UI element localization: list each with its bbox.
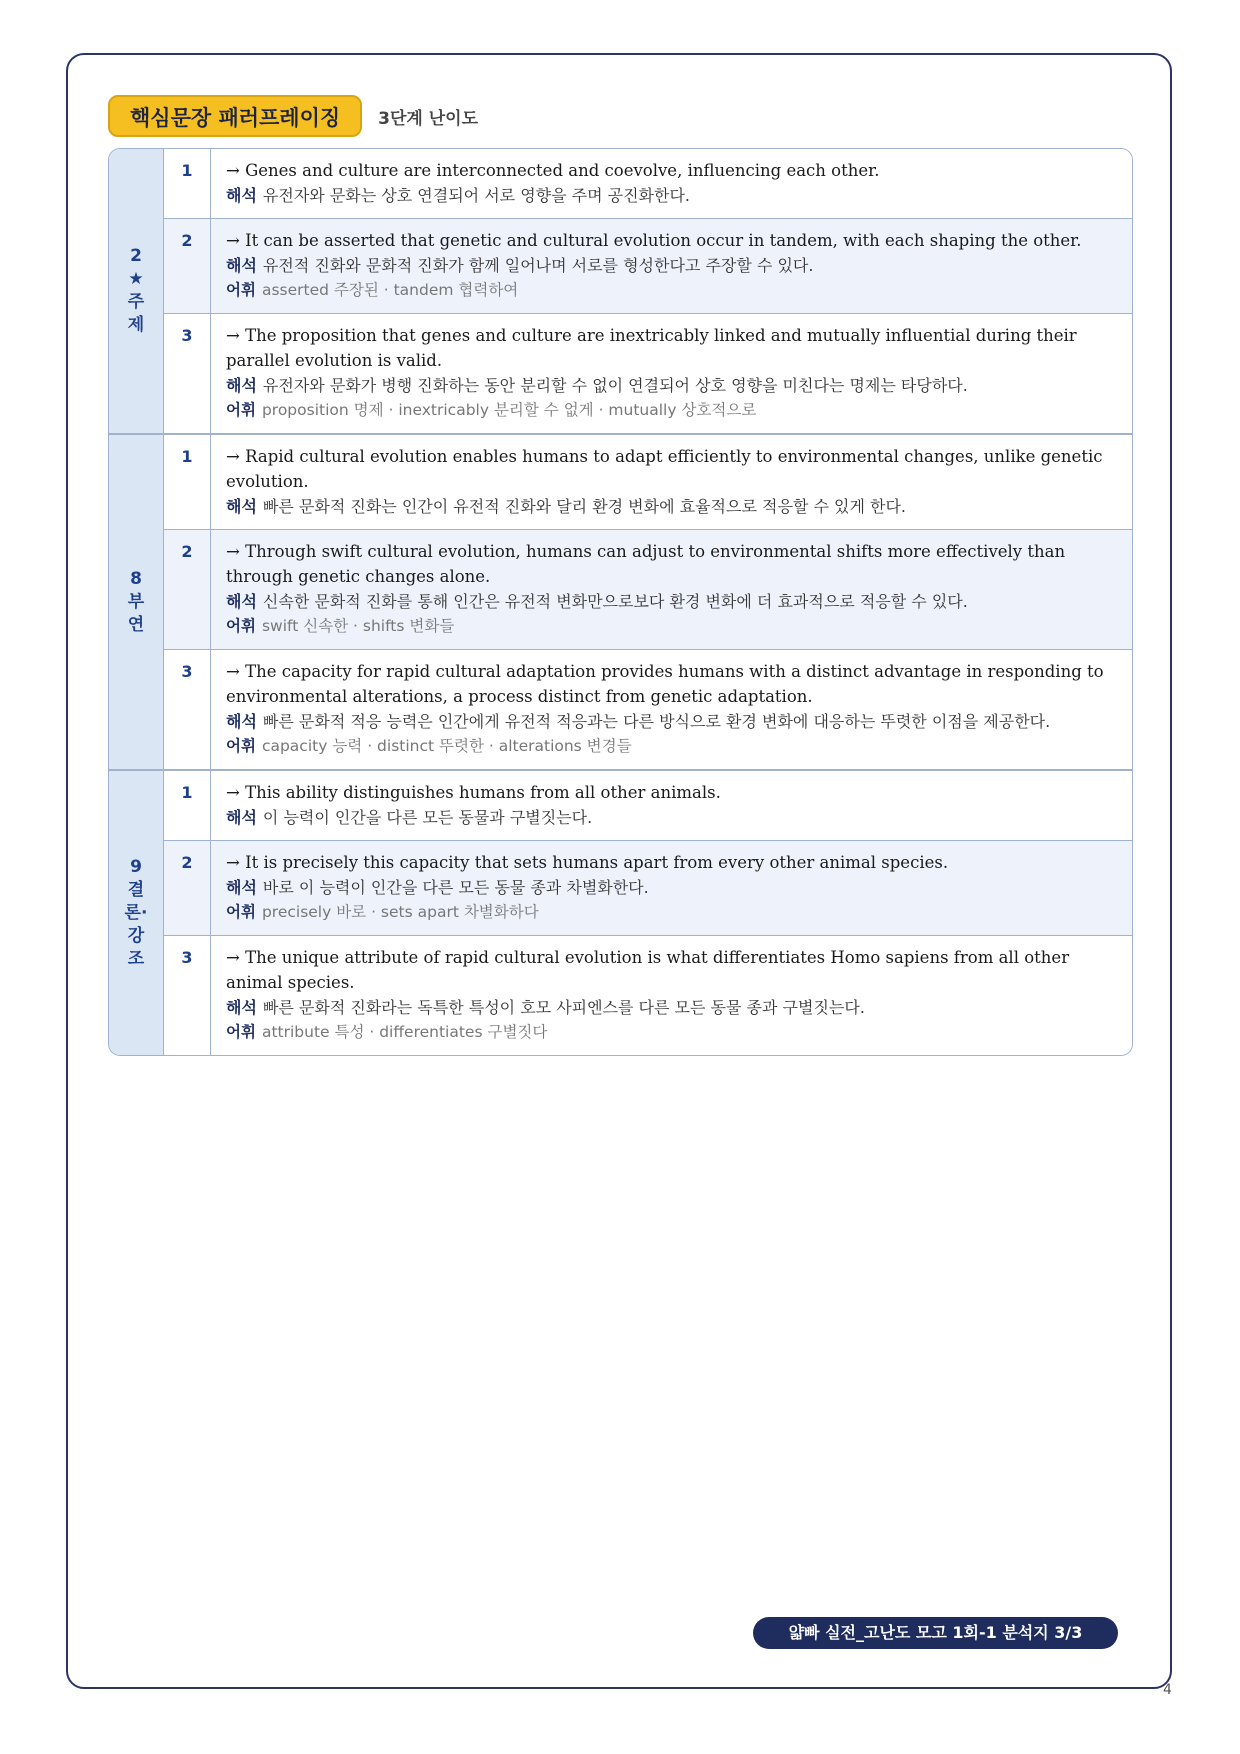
vocab-text: asserted 주장된 · tandem 협력하여 <box>261 281 519 299</box>
english-sentence: → The capacity for rapid cultural adaptation provides humans with a distinct advantage in responding to environmental alterations, a process distinct from genetic adaptation. <box>226 662 1104 706</box>
vocab-tag: 어휘 <box>226 903 256 921</box>
paraphrase-content <box>211 650 1132 771</box>
table-row <box>109 219 1132 314</box>
difficulty-label: 3단계 난이도 <box>378 108 479 129</box>
english-sentence: → It can be asserted that genetic and cultural evolution occur in tandem, with each shaping the other. <box>226 231 1082 250</box>
table-row <box>109 530 1132 650</box>
translation-line <box>226 875 1116 900</box>
translation-text: 유전자와 문화는 상호 연결되어 서로 영향을 주며 공진화한다. <box>262 186 691 205</box>
level-number: 3 <box>164 936 211 1055</box>
section-header <box>108 95 478 137</box>
vocab-tag: 어휘 <box>226 617 256 635</box>
paraphrase-content <box>211 149 1132 219</box>
paragraph-label-line: ★ <box>128 269 144 289</box>
level-number: 1 <box>164 771 211 841</box>
vocab-line <box>226 1020 1116 1045</box>
vocab-text: capacity 능력 · distinct 뚜렷한 · alterations 변경들 <box>261 737 632 755</box>
paragraph-label-line: 9 <box>130 856 142 877</box>
translation-tag: 해석 <box>226 878 257 897</box>
table-row <box>109 771 1132 841</box>
translation-tag: 해석 <box>226 592 257 611</box>
paragraph-label-line: 부 <box>127 591 145 612</box>
table-row <box>109 841 1132 936</box>
translation-line <box>226 805 1116 830</box>
english-sentence: → Through swift cultural evolution, humans can adjust to environmental shifts more effectively than through genetic changes alone. <box>226 542 1066 586</box>
footer-badge: 얇빠 실전_고난도 모고 1회-1 분석지 3/3 <box>753 1617 1118 1649</box>
table-row <box>109 936 1132 1055</box>
vocab-line <box>226 278 1116 303</box>
vocab-tag: 어휘 <box>226 401 256 419</box>
vocab-text: swift 신속한 · shifts 변화들 <box>261 617 455 635</box>
paragraph-label-line: 연 <box>127 614 145 635</box>
translation-line <box>226 253 1116 278</box>
vocab-tag: 어휘 <box>226 737 256 755</box>
translation-text: 신속한 문화적 진화를 통해 인간은 유전적 변화만으로보다 환경 변화에 더 효과적으로 적응할 수 있다. <box>262 592 968 611</box>
level-number: 3 <box>164 314 211 435</box>
vocab-text: proposition 명제 · inextricably 분리할 수 없게 · mutually 상호적으로 <box>261 401 757 419</box>
vocab-text: precisely 바로 · sets apart 차별화하다 <box>261 903 539 921</box>
paragraph-label-line: 조 <box>127 948 145 969</box>
level-number: 3 <box>164 650 211 771</box>
paraphrase-content <box>211 530 1132 650</box>
paragraph-label-line: 결 <box>127 879 145 900</box>
translation-text: 바로 이 능력이 인간을 다른 모든 동물 종과 차별화한다. <box>262 878 649 897</box>
vocab-line <box>226 734 1116 759</box>
translation-tag: 해석 <box>226 712 257 731</box>
level-number: 2 <box>164 841 211 936</box>
translation-text: 빠른 문화적 진화라는 독특한 특성이 호모 사피엔스를 다른 모든 동물 종과 구별짓는다. <box>262 998 865 1017</box>
translation-line <box>226 589 1116 614</box>
translation-tag: 해석 <box>226 256 257 275</box>
table-row <box>109 149 1132 219</box>
paraphrase-content <box>211 219 1132 314</box>
page-number: 4 <box>1163 1682 1172 1698</box>
paraphrase-content <box>211 314 1132 435</box>
english-sentence: → The proposition that genes and culture are inextricably linked and mutually influential during their parallel evolution is valid. <box>226 326 1077 370</box>
paragraph-label-line: 론· <box>124 902 148 923</box>
translation-line <box>226 373 1116 398</box>
paragraph-label-line: 2 <box>130 246 142 266</box>
english-sentence: → Rapid cultural evolution enables humans to adapt efficiently to environmental changes, unlike genetic evolution. <box>226 447 1103 491</box>
level-number: 2 <box>164 530 211 650</box>
english-sentence: → It is precisely this capacity that sets humans apart from every other animal species. <box>226 853 949 872</box>
paraphrase-content <box>211 435 1132 530</box>
vocab-line <box>226 614 1116 639</box>
translation-tag: 해석 <box>226 998 257 1017</box>
translation-text: 유전적 진화와 문화적 진화가 함께 일어나며 서로를 형성한다고 주장할 수 있다. <box>262 256 814 275</box>
english-sentence: → The unique attribute of rapid cultural evolution is what differentiates Homo sapiens from all other animal species. <box>226 948 1070 992</box>
translation-line <box>226 183 1116 208</box>
paraphrase-content <box>211 936 1132 1055</box>
translation-tag: 해석 <box>226 497 257 516</box>
translation-tag: 해석 <box>226 808 257 827</box>
vocab-line <box>226 900 1116 925</box>
paraphrase-content <box>211 841 1132 936</box>
translation-tag: 해석 <box>226 186 257 205</box>
vocab-line <box>226 398 1116 423</box>
title-badge: 핵심문장 패러프레이징 <box>108 95 362 137</box>
english-sentence: → Genes and culture are interconnected and coevolve, influencing each other. <box>226 161 880 180</box>
translation-text: 이 능력이 인간을 다른 모든 동물과 구별짓는다. <box>262 808 593 827</box>
paragraph-label-line: 제 <box>127 315 145 335</box>
translation-line <box>226 494 1116 519</box>
level-number: 1 <box>164 435 211 530</box>
english-sentence: → This ability distinguishes humans from all other animals. <box>226 783 721 802</box>
paragraph-label <box>109 435 164 771</box>
translation-line <box>226 995 1116 1020</box>
level-number: 1 <box>164 149 211 219</box>
translation-line <box>226 709 1116 734</box>
translation-text: 빠른 문화적 적응 능력은 인간에게 유전적 적응과는 다른 방식으로 환경 변화에 대응하는 뚜렷한 이점을 제공한다. <box>262 712 1051 731</box>
vocab-tag: 어휘 <box>226 1023 256 1041</box>
paragraph-label-line: 8 <box>130 568 142 589</box>
table-row <box>109 314 1132 435</box>
paraphrase-table <box>108 148 1133 1056</box>
table-row <box>109 650 1132 771</box>
paraphrase-content <box>211 771 1132 841</box>
vocab-tag: 어휘 <box>226 281 256 299</box>
paragraph-label-line: 주 <box>127 292 145 312</box>
paragraph-label-line: 강 <box>127 925 145 946</box>
translation-text: 유전자와 문화가 병행 진화하는 동안 분리할 수 없이 연결되어 상호 영향을 미친다는 명제는 타당하다. <box>262 376 968 395</box>
paragraph-label <box>109 149 164 435</box>
table-row <box>109 435 1132 530</box>
vocab-text: attribute 특성 · differentiates 구별짓다 <box>261 1023 548 1041</box>
translation-tag: 해석 <box>226 376 257 395</box>
translation-text: 빠른 문화적 진화는 인간이 유전적 진화와 달리 환경 변화에 효율적으로 적응할 수 있게 한다. <box>262 497 906 516</box>
paragraph-label <box>109 771 164 1055</box>
level-number: 2 <box>164 219 211 314</box>
